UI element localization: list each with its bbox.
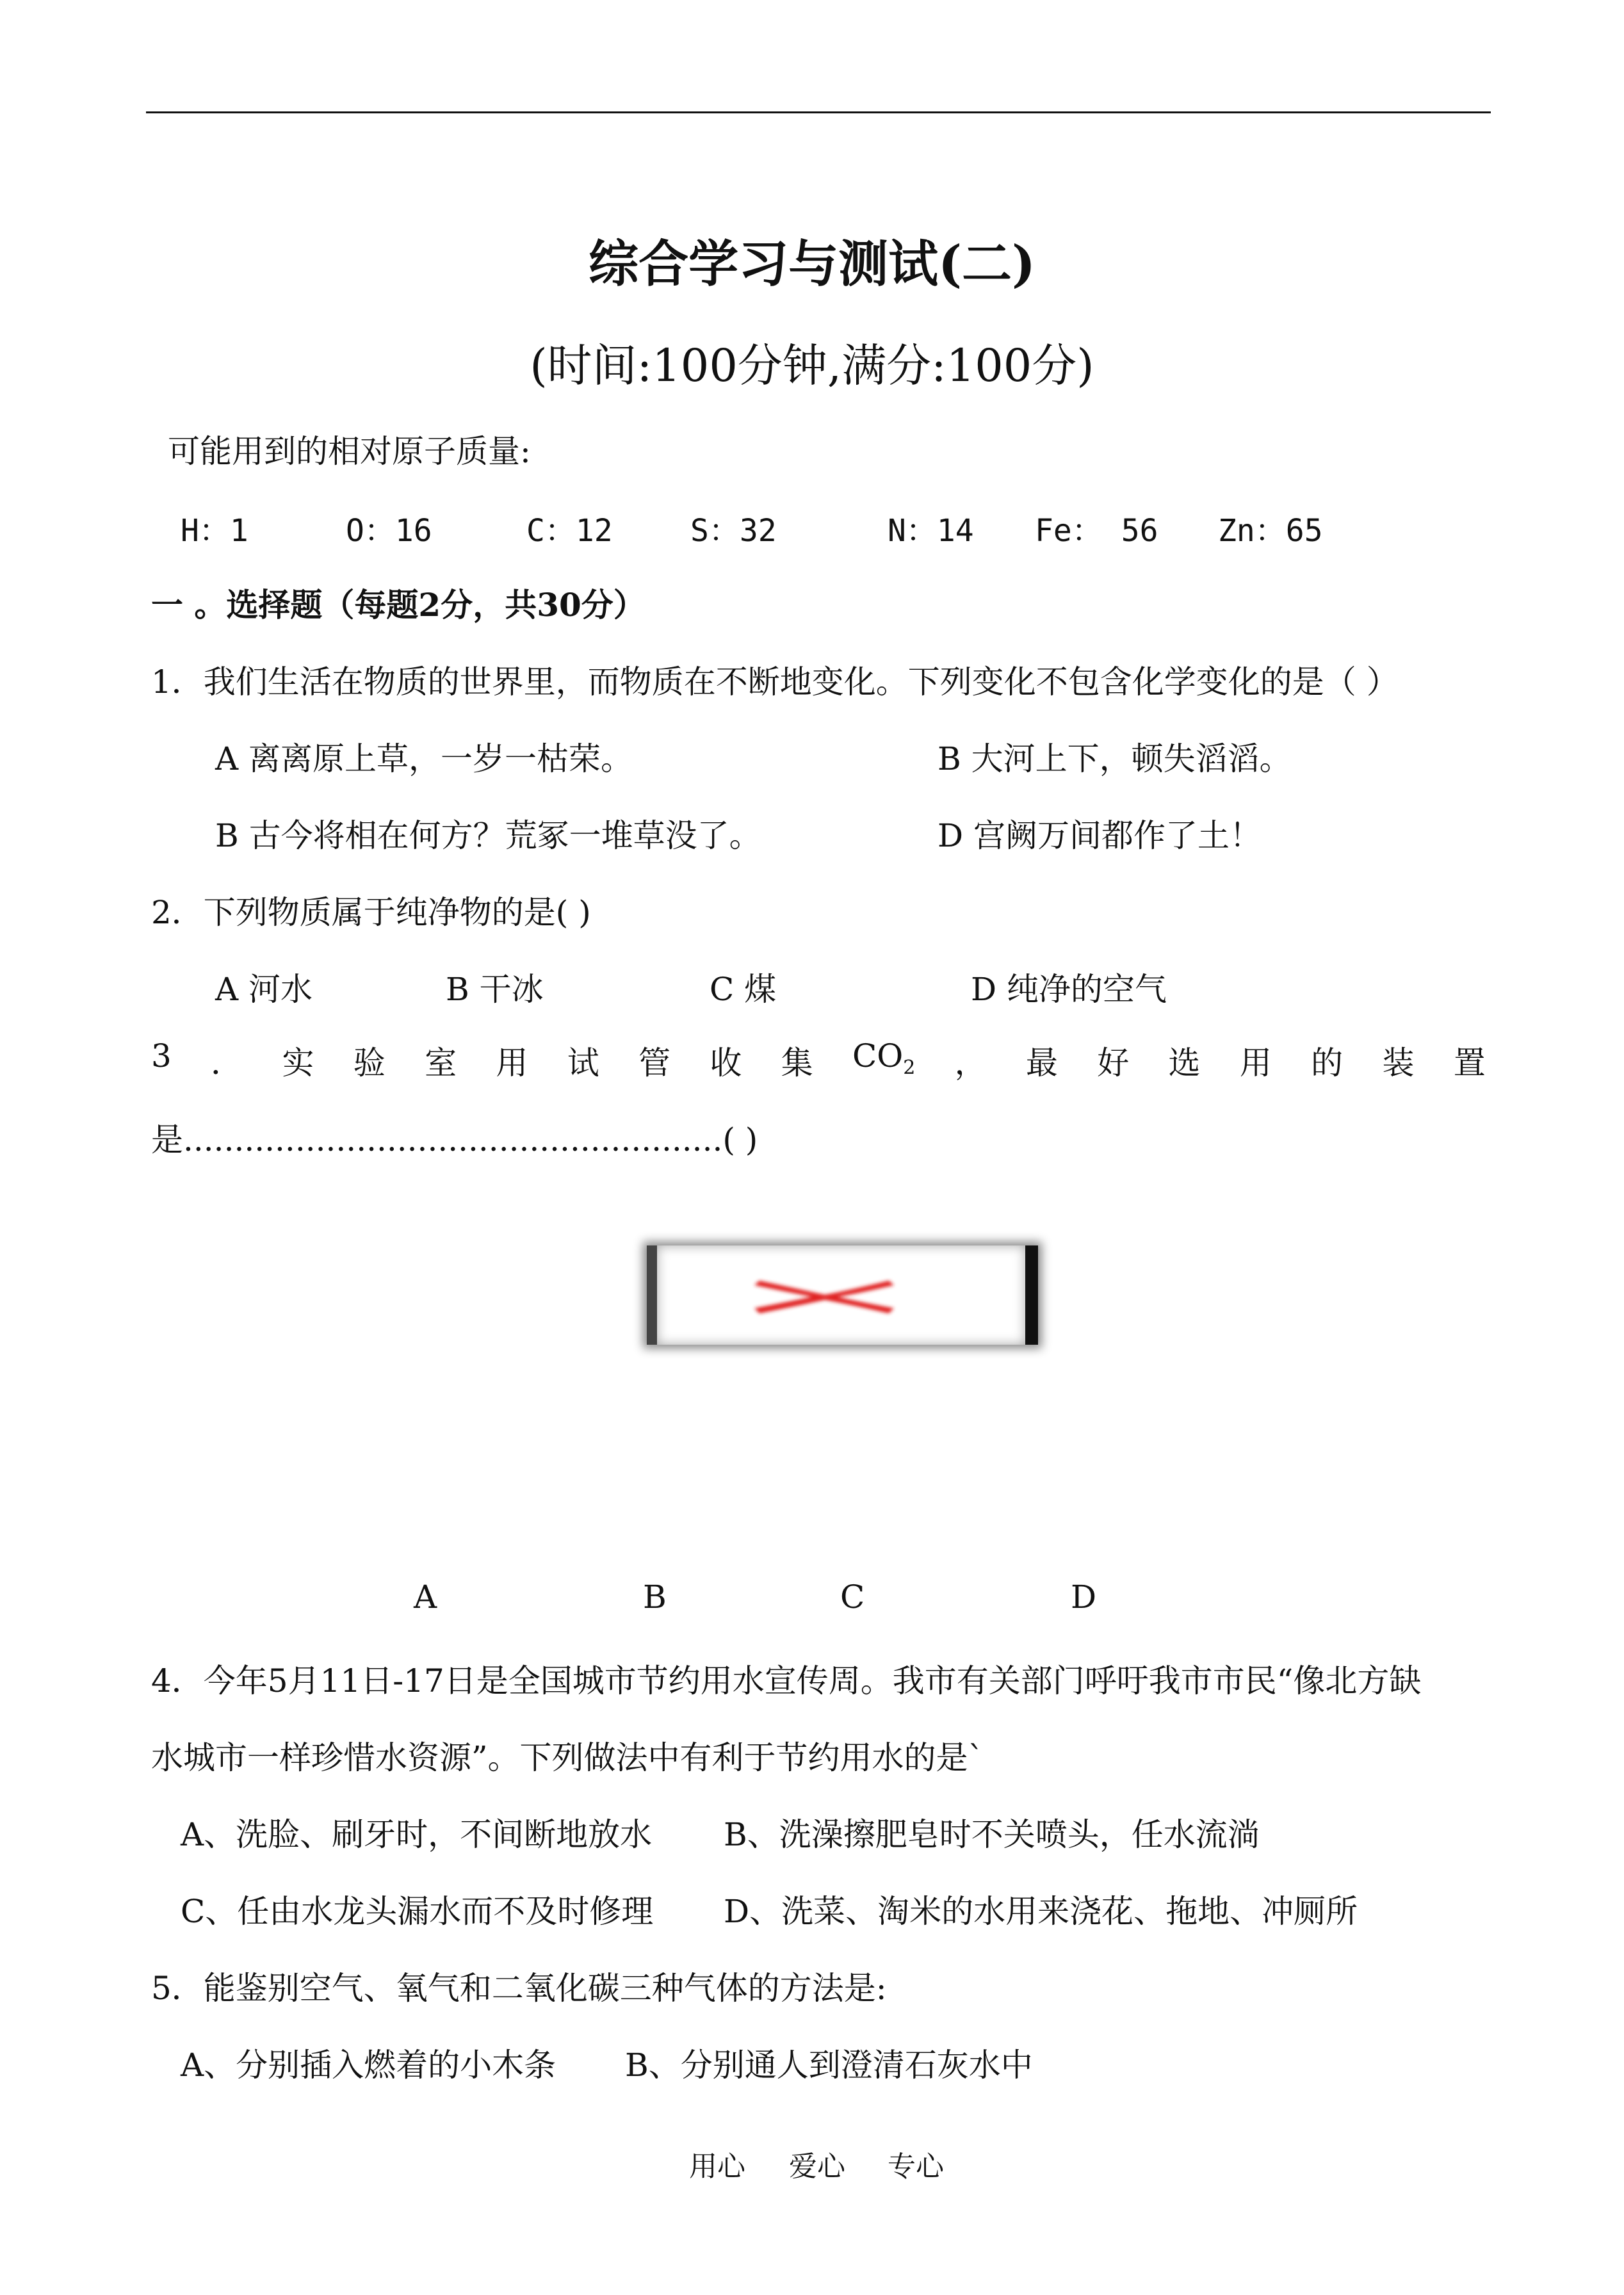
q3-word: ．	[211, 1044, 243, 1082]
atomic-mass-zn: Zn：65	[1218, 513, 1323, 549]
question-2-option-a: A 河水	[215, 971, 313, 1008]
apparatus-label-c: C	[840, 1578, 865, 1616]
footer-text-3: 专心	[888, 2150, 944, 2183]
q3-word: 用	[496, 1044, 528, 1082]
q3-word: 装	[1382, 1044, 1415, 1082]
question-1-option-b: B 大河上下，顿失滔滔。	[938, 740, 1292, 777]
broken-image-placeholder	[647, 1245, 1038, 1345]
question-2-option-c: C 煤	[710, 971, 777, 1008]
section-heading: 一 。选择题（每题2分，共30分）	[151, 586, 646, 624]
q3-word: 置	[1453, 1044, 1486, 1082]
question-5-option-b: B、分别通人到澄清石灰水中	[625, 2047, 1033, 2084]
question-1-option-c: B 古今将相在何方？荒冢一堆草没了。	[215, 817, 761, 854]
question-4-option-d: D、洗菜、淘米的水用来浇花、拖地、冲厕所	[724, 1893, 1358, 1930]
atomic-mass-h: H：1	[181, 513, 248, 549]
question-2-option-b: B 干冰	[446, 971, 544, 1008]
question-3-line-1	[151, 1037, 1486, 1083]
question-1-stem: 1．我们生活在物质的世界里，而物质在不断地变化。下列变化不包含化学变化的是（ ）	[151, 663, 1399, 701]
footer-text-2: 爱心	[789, 2150, 845, 2183]
atomic-mass-s: S：32	[690, 513, 777, 549]
question-1-option-a: A 离离原上草，一岁一枯荣。	[215, 740, 633, 777]
atomic-mass-label: 可能用到的相对原子质量:	[168, 433, 531, 470]
question-4-option-a: A、洗脸、刷牙时，不间断地放水	[181, 1816, 653, 1853]
page-subtitle: (时间:100分钟,满分:100分)	[530, 339, 1094, 392]
apparatus-label-b: B	[643, 1578, 667, 1616]
atomic-mass-fe: Fe： 56	[1035, 513, 1158, 549]
q3-co2: $CO_2$	[852, 1037, 916, 1079]
question-2-stem: 2．下列物质属于纯净物的是( )	[151, 894, 591, 931]
atomic-mass-o: O：16	[346, 513, 432, 549]
q3-word: 试	[567, 1044, 599, 1082]
question-5-stem: 5．能鉴别空气、氧气和二氧化碳三种气体的方法是:	[151, 1970, 887, 2007]
q3-word: 好	[1097, 1044, 1130, 1082]
atomic-mass-c: C：12	[526, 513, 613, 549]
q3-word: 验	[353, 1044, 386, 1082]
q3-word: 管	[638, 1044, 670, 1082]
question-1-option-d: D 宫阙万间都作了土！	[938, 817, 1262, 854]
question-5-option-a: A、分别插入燃着的小木条	[181, 2047, 556, 2084]
q3-word: 3	[151, 1037, 172, 1075]
apparatus-label-d: D	[1071, 1578, 1097, 1616]
q3-word: 室	[425, 1044, 457, 1082]
question-2-option-d: D 纯净的空气	[971, 971, 1167, 1008]
question-4-line-1: 4．今年5月11日-17日是全国城市节约用水宣传周。我市有关部门呼吁我市市民“像北方缺	[151, 1662, 1422, 1699]
q3-word: 实	[282, 1044, 314, 1082]
q3-word: 收	[710, 1044, 742, 1082]
question-3-line-2: 是.....................................................( )	[151, 1121, 758, 1158]
header-rule	[146, 111, 1491, 113]
question-4-option-b: B、洗澡擦肥皂时不关喷头，任水流淌	[724, 1816, 1260, 1853]
q3-word: ，	[954, 1044, 987, 1082]
atomic-mass-n: N：14	[888, 513, 974, 549]
question-4-option-c: C、任由水龙头漏水而不及时修理	[181, 1893, 654, 1930]
question-4-line-2: 水城市一样珍惜水资源”。下列做法中有利于节约用水的是`	[151, 1739, 984, 1776]
q3-word: 最	[1025, 1044, 1058, 1082]
q3-word: 的	[1311, 1044, 1344, 1082]
q3-word: 集	[781, 1044, 813, 1082]
q3-word: 用	[1239, 1044, 1272, 1082]
page-title: 综合学习与测试(二)	[589, 235, 1035, 293]
apparatus-label-a: A	[414, 1578, 437, 1616]
q3-word: 选	[1168, 1044, 1201, 1082]
broken-image-x-icon	[657, 1245, 1025, 1345]
footer-text-1: 用心	[689, 2150, 745, 2183]
